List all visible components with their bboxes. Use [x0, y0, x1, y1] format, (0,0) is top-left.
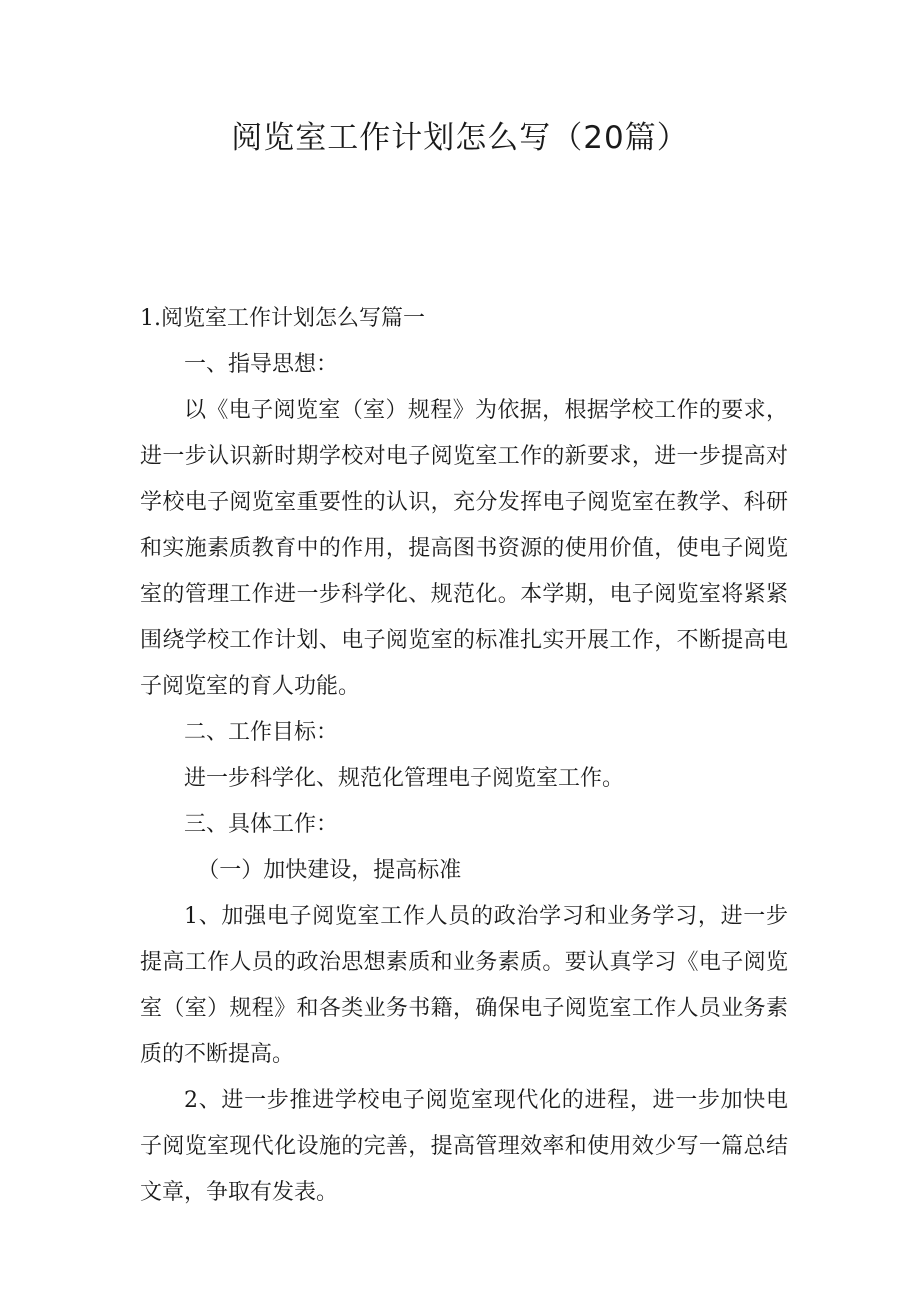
section-heading: 1.阅览室工作计划怎么写篇一	[140, 306, 425, 331]
paragraph-work-goals: 进一步科学化、规范化管理电子阅览室工作。	[184, 766, 625, 791]
subheading-speed-up-construction: （一）加快建设，提高标准	[197, 858, 462, 883]
document-body	[140, 296, 788, 1216]
heading-work-goals: 二、工作目标：	[184, 720, 339, 745]
paragraph-item-2: 2、进一步推进学校电子阅览室现代化的进程，进一步加快电子阅览室现代化设施的完善，提高管理效率和使用效少写一篇总结文章，争取有发表。	[140, 1088, 788, 1205]
document-title: 阅览室工作计划怎么写（20篇）	[231, 120, 689, 156]
heading-specific-work: 三、具体工作：	[184, 812, 339, 837]
heading-guiding-ideology: 一、指导思想：	[184, 352, 339, 377]
paragraph-guiding-ideology: 以《电子阅览室（室）规程》为依据，根据学校工作的要求，进一步认识新时期学校对电子阅览室工作的新要求，进一步提高对学校电子阅览室重要性的认识，充分发挥电子阅览室在教学、科研和实施素质教育中的作用，提高图书资源的使用价值，使电子阅览室的管理工作进一步科学化、规范化。本学期，电子阅览室将紧紧围绕学校工作计划、电子阅览室的标准扎实开展工作，不断提高电子阅览室的育人功能。	[140, 398, 788, 699]
paragraph-item-1: 1、加强电子阅览室工作人员的政治学习和业务学习，进一步提高工作人员的政治思想素质和业务素质。要认真学习《电子阅览室（室）规程》和各类业务书籍，确保电子阅览室工作人员业务素质的不断提高。	[140, 904, 788, 1067]
